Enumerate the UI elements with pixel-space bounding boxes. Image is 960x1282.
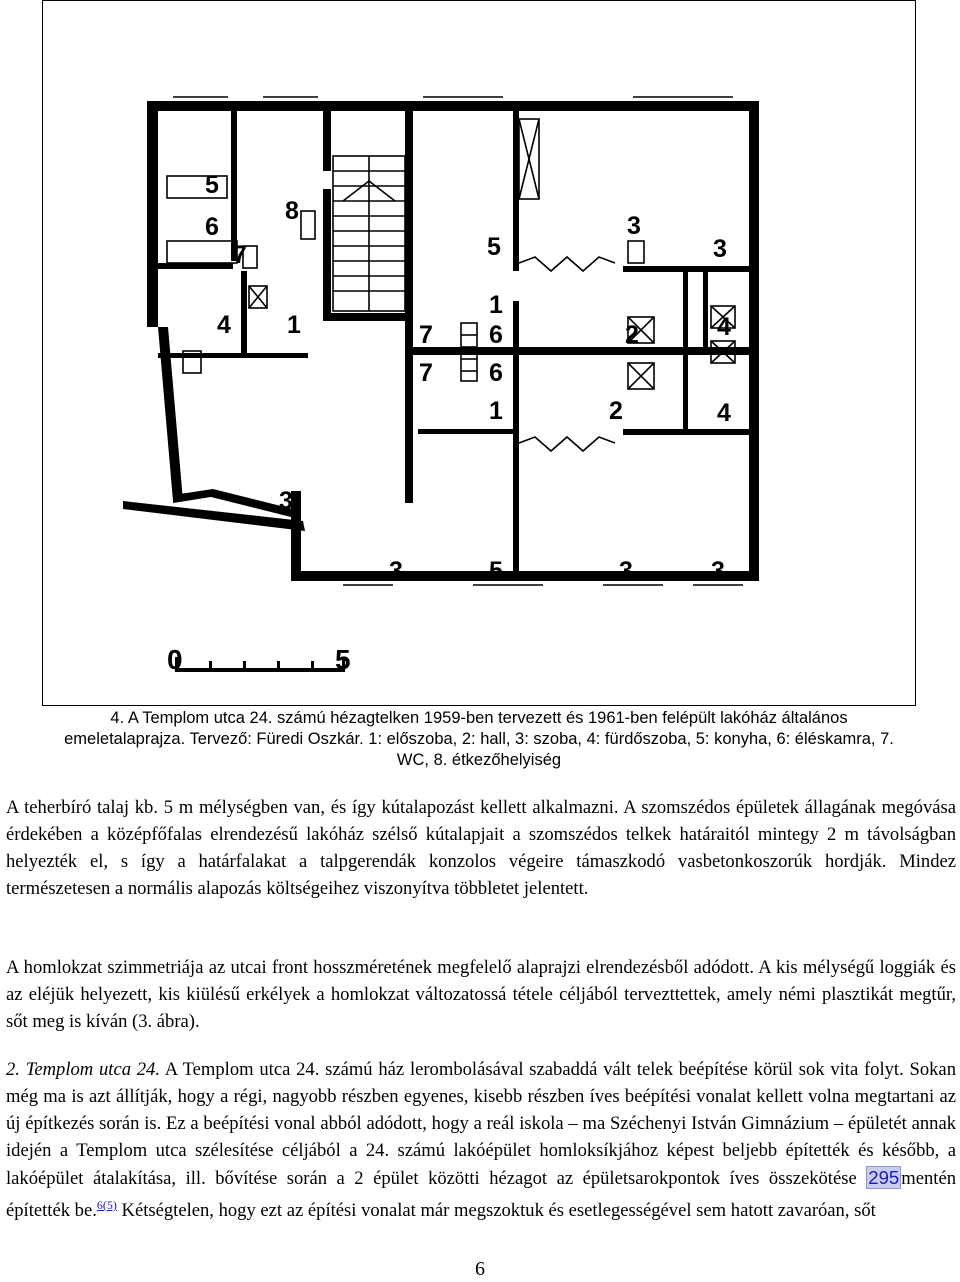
room-label: 6 — [205, 213, 219, 241]
caption-line: WC, 8. étkezőhelyiség — [396, 751, 562, 769]
scale-start-label: 0 — [167, 644, 183, 675]
floor-plan-drawing — [43, 1, 917, 707]
room-label: 7 — [233, 241, 247, 269]
room-label: 4 — [717, 313, 731, 341]
caption-line: 4. A Templom utca 24. számú hézagtelken 1959-ben tervezett és 1961-ben felépült lakóház általános — [110, 709, 848, 727]
room-label: 4 — [217, 311, 231, 339]
room-label: 7 — [419, 321, 433, 349]
room-label: 6 — [489, 321, 503, 349]
paragraph-facade: A homlokzat szimmetriája az utcai front hosszméretének megfelelő alaprajzi elrendezésből adódott. A kis mélységű loggiák és az eléjük helyezett, kis kiülésű erkélyek a homlokzat változatossá tétele céljából tervezttettek, amely némi plasztikát megtűr, sőt meg is kíván (3. ábra). — [6, 957, 956, 1032]
room-label: 3 — [279, 487, 293, 515]
paragraph-foundation: A teherbíró talaj kb. 5 m mélységben van, és így kútalapozást kellett alkalmazni. A szomszédos épületek állagának megóvása érdekében a középfőfalas elrendezésű lakóház szélső kútalapjait a szomszédos telkek határaitól mintegy 2 m távolságban helyezték el, s így a határfalakat a talpgerendák konzolos végeire támaszkodó vasbetonkoszorúk hordják. Mindez természetesen a normális alapozás költségeihez viszonyítva többletet jelentett. — [6, 797, 956, 899]
paragraph-text: mentén építették be. — [6, 1168, 956, 1221]
room-label: 6 — [489, 359, 503, 387]
room-label: 3 — [713, 235, 727, 263]
room-label: 5 — [487, 233, 501, 261]
room-label: 1 — [489, 291, 503, 319]
room-label: 1 — [287, 311, 301, 339]
scale-bar — [167, 644, 351, 675]
floor-plan-figure — [42, 0, 916, 706]
room-label: 5 — [205, 171, 219, 199]
footnote-link[interactable]: 6(5) — [96, 1198, 117, 1212]
room-label: 3 — [619, 557, 633, 585]
figure-caption — [42, 708, 916, 771]
room-label: 3 — [627, 212, 641, 240]
room-label: 2 — [625, 321, 639, 349]
room-label: 2 — [609, 397, 623, 425]
room-label: 4 — [717, 399, 731, 427]
paragraph-text: Kétségtelen, hogy ezt az építési vonalat már megszoktuk és esetlegességével sem hatott zavaróan, sőt — [116, 1200, 876, 1221]
paragraph-text: A Templom utca 24. számú ház lerombolásával szabaddá vált telek beépítése körül sok vita folyt. Sokan még ma is azt állítják, hogy a régi, nagyobb részben egyenes, kisebb részben íves beépítési vonalat kellett volna megtartani az új építkezés során is. Ez a beépítési vonal abból adódott, hogy a reál iskola – ma Széchenyi István Gimnázium – épületét annak idején a Templom utca szélesítése céljából a 24. számú lakóépület homloksíkjához képest beljebb építették és később, a lakóépület átalakítása, ill. bővítése során a 2 épület közötti hézagot az épületsarokpontok íves összekötése — [6, 1059, 956, 1189]
room-label: 1 — [489, 397, 503, 425]
page-reference-link[interactable]: 295 — [868, 1167, 900, 1188]
caption-line: emeletalaprajza. Tervező: Füredi Oszkár. 1: előszoba, 2: hall, 3: szoba, 4: fürdőszoba, 5: konyha, 6: éléskamra, 7. — [64, 730, 894, 748]
room-label: 3 — [711, 557, 725, 585]
scale-end-label: 5 — [335, 644, 351, 675]
room-label: 8 — [285, 197, 299, 225]
room-label: 7 — [419, 359, 433, 387]
room-label: 5 — [489, 557, 503, 585]
page-number: 6 — [475, 1258, 485, 1280]
room-label: 3 — [389, 557, 403, 585]
paragraph-templom-utca — [6, 1056, 956, 1224]
section-heading: 2. Templom utca 24. — [6, 1059, 161, 1080]
